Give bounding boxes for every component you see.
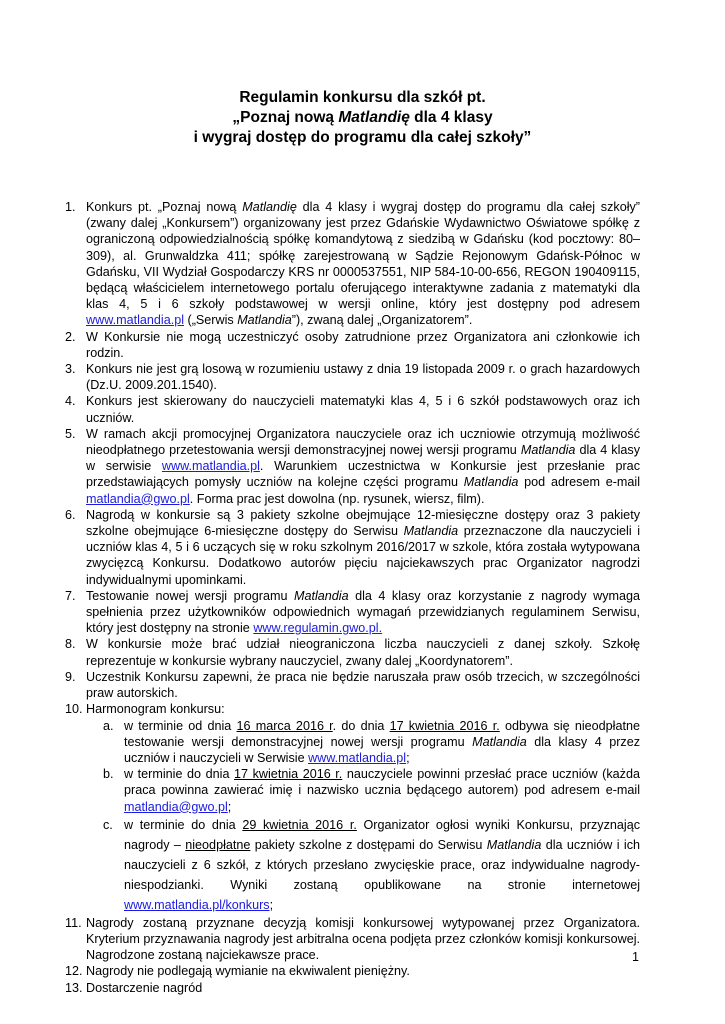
title-line-2: „Poznaj nową Matlandię dla 4 klasy [232,109,493,126]
rule-item-6: 6. Nagrodą w konkursie są 3 pakiety szkolne obejmujące 12-miesięczne dostępy oraz 3 pakiety szkolne obejmujące 6-miesięczne dostępy do Serwisu Matlandia przeznaczone dla nauczycieli i uczniów klas 4, 5 i 6 uczących się w roku szkolnym 2016/2017 w szkole, która została wytypowana zwycięzcą Konkursu. Dodatkowo autorów pięciu najciekawszych prac Organizator nagrodzi indywidualnymi upominkami. [65,507,641,587]
rules-list [65,199,640,996]
title-line-3: i wygraj dostęp do programu dla całej szkoły” [193,129,532,146]
page-number: 1 [631,950,639,964]
email-link[interactable]: matlandia@gwo.pl [124,799,228,814]
schedule-item-a: a. w terminie od dnia 16 marca 2016 r. do dnia 17 kwietnia 2016 r. odbywa się nieodpłatne testowanie wersji demonstracyjnej nowej wersji programu Matlandia dla klasy 4 przez uczniów i nauczycieli w Serwisie www.matlandia.pl; [103,718,641,765]
rule-item-11: 11. Nagrody zostaną przyznane decyzją komisji konkursowej wytypowanej przez Organizatora. Kryterium przyznawania nagrody jest arbitralna ocena podjęta przez członków komisji konkursowej. Nagrodzone zostaną najciekawsze prace. [65,915,640,963]
schedule-item-b: b. w terminie do dnia 17 kwietnia 2016 r. nauczyciele powinni przesłać prace uczniów (każda praca powinna zawierać imię i nazwisko ucznia będącego autorem) pod adresem e-mail matlandia@gwo.pl; [103,767,640,814]
rule-item-9: 9. Uczestnik Konkursu zapewni, że praca nie będzie naruszała praw osób trzecich, w szczególności praw autorskich. [65,669,640,701]
email-link[interactable]: matlandia@gwo.pl [86,491,190,506]
rule-item-1: 1. Konkurs pt. „Poznaj nową Matlandię dla 4 klasy i wygraj dostęp do programu dla całej szkoły” (zwany dalej „Konkursem”) organizowany jest przez Gdańskie Wydawnictwo Oświatowe spółkę z ograniczoną odpowiedzialnością spółkę komandytową z siedzibą w Gdańsku (kod pocztowy: 80–309), al. Grunwaldzka 411; spółkę zarejestrowaną w Sądzie Rejonowym Gdańsk-Północ w Gdańsku, VII Wydział Gospodarczy KRS nr 0000537551, NIP 584-10-00-656, REGON 190409115, będącą właścicielem internetowego portalu oferującego interaktywne zadania z matematyki dla klas 4, 5 i 6 szkoły podstawowej w wersji online, który jest dostępny pod adresem www.matlandia.pl („Serwis Matlandia”), zwaną dalej „Organizatorem”. [65,200,640,328]
rule-item-10: 10. Harmonogram konkursu: a. w terminie od dnia 16 marca 2016 r. do dnia 17 kwietnia 2016 r. odbywa się nieodpłatne testowanie wersji demonstracyjnej nowej wersji programu Matlandia dla klasy 4 przez uczniów i nauczycieli w Serwisie www.matlandia.pl; b. w terminie do dnia 17 kwietnia 2016 r. nauczyciele powinni przesłać prace uczniów (każda praca powinna zawierać imię i nazwisko ucznia będącego autorem) pod adresem e-mail matlandia@gwo.pl; c. w terminie do dnia 29 kwietnia 2016 r. Organizator ogłosi wyniki Konkursu, przyznając nagrody – nieodpłatne pakiety szkolne z dostępami do Serwisu Matlandia dla uczniów i ich nauczycieli z 6 szkół, z których przesłano zwycięskie prace, oraz indywidualne nagrody-niespodzianki. Wyniki zostaną opublikowane na stronie internetowej www.matlandia.pl/konkurs; [65,701,640,914]
rule-item-2: 2. W Konkursie nie mogą uczestniczyć osoby zatrudnione przez Organizatora ani członkowie ich rodzin. [65,329,640,360]
title-line-1: Regulamin konkursu dla szkół pt. [239,89,486,106]
rule-item-8: 8. W konkursie może brać udział nieograniczona liczba nauczycieli z danej szkoły. Szkołę reprezentuje w konkursie wybrany nauczyciel, zwany dalej „Koordynatorem”. [65,637,640,668]
konkurs-link[interactable]: www.matlandia.pl/konkurs [124,897,270,912]
schedule-item-c: c. w terminie do dnia 29 kwietnia 2016 r. Organizator ogłosi wyniki Konkursu, przyznając nagrody – nieodpłatne pakiety szkolne z dostępami do Serwisu Matlandia dla uczniów i ich nauczycieli z 6 szkół, z których przesłano zwycięskie prace, oraz indywidualne nagrody-niespodzianki. Wyniki zostaną opublikowane na stronie internetowej www.matlandia.pl/konkurs; [103,817,640,912]
schedule-list [103,718,640,915]
rule-item-12: 12. Nagrody nie podlegają wymianie na ekwiwalent pieniężny. [65,964,410,979]
regulamin-link[interactable]: www.regulamin.gwo.pl. [253,621,383,636]
rule-item-4: 4. Konkurs jest skierowany do nauczycieli matematyki klas 4, 5 i 6 szkół podstawowych oraz ich uczniów. [65,394,640,425]
rule-item-3: 3. Konkurs nie jest grą losową w rozumieniu ustawy z dnia 19 listopada 2009 r. o grach hazardowych (Dz.U. 2009.201.1540). [65,362,640,393]
document-title [0,88,725,148]
matlandia-link[interactable]: www.matlandia.pl [161,459,260,474]
rule-item-7: 7. Testowanie nowej wersji programu Matlandia dla 4 klasy oraz korzystanie z nagrody wymaga spełnienia przez użytkowników odpowiednich wymagań przewidzianych regulaminem Serwisu, który jest dostępny na stronie www.regulamin.gwo.pl. [65,588,640,636]
rule-item-13: 13. Dostarczenie nagród [65,980,203,995]
rule-item-5: 5. W ramach akcji promocyjnej Organizatora nauczyciele oraz ich uczniowie otrzymują możliwość nieodpłatnego przetestowania wersji demonstracyjnej nowej wersji programu Matlandia dla 4 klasy w serwisie www.matlandia.pl. Warunkiem uczestnictwa w Konkursie jest przesłanie prac przedstawiających pomysły uczniów na kolejne części programu Matlandia pod adresem e-mail matlandia@gwo.pl. Forma prac jest dowolna (np. rysunek, wiersz, film). [65,426,640,506]
matlandia-link[interactable]: www.matlandia.pl [86,313,184,328]
matlandia-link[interactable]: www.matlandia.pl [308,750,407,765]
